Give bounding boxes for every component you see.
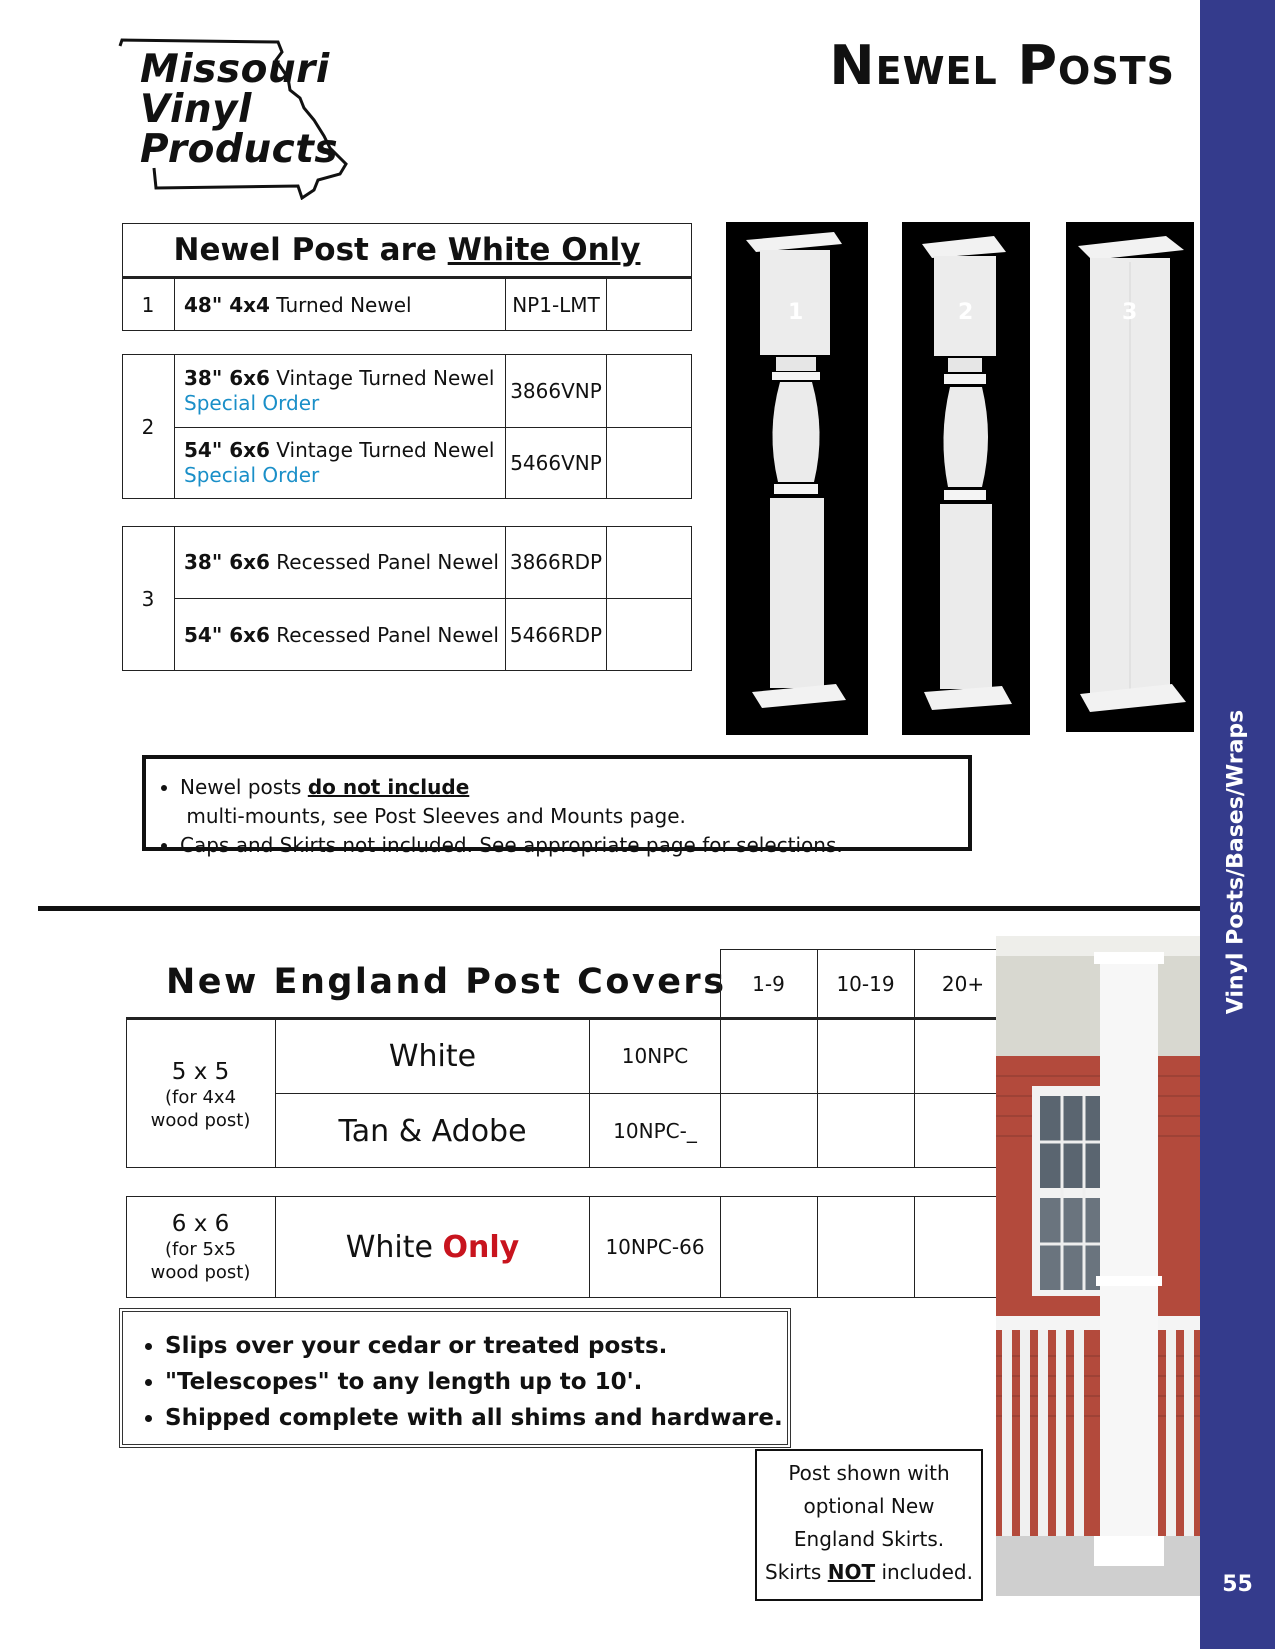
special-order-note: Special Order xyxy=(184,391,320,415)
sku: 10NPC xyxy=(621,1044,689,1068)
photo-vintage-newel xyxy=(902,222,1030,735)
photo-turned-newel xyxy=(726,222,868,735)
porch-post-photo xyxy=(996,936,1200,1596)
sku: 5466RDP xyxy=(509,623,603,647)
newel-table-heading xyxy=(122,223,692,277)
caption-line: optional New xyxy=(803,1494,935,1518)
sku: 10NPC-_ xyxy=(613,1119,697,1143)
special-order-note: Special Order xyxy=(184,463,320,487)
note-text: Newel posts xyxy=(180,775,308,799)
qty-header-10-19: 10-19 xyxy=(836,972,895,996)
logo-text xyxy=(140,47,339,172)
page-number: 55 xyxy=(1222,1572,1253,1597)
covers-note: • Slips over your cedar or treated posts. xyxy=(165,1328,787,1364)
post-size: 38" 6x6 xyxy=(184,366,270,390)
size-label: 5 x 5 xyxy=(171,1059,230,1085)
post-name: Turned Newel xyxy=(269,292,412,317)
divider xyxy=(720,1196,721,1298)
newel-note-2: • Caps and Skirts not included. See appropriate page for selections. xyxy=(180,831,968,860)
caption-line xyxy=(757,1556,981,1589)
covers-note: • "Telescopes" to any length up to 10'. xyxy=(165,1364,787,1400)
table-row xyxy=(184,278,504,331)
photo-label: 3 xyxy=(1122,300,1138,325)
table-row xyxy=(184,356,504,426)
table-row xyxy=(184,428,504,498)
size-cell xyxy=(126,1196,275,1298)
divider xyxy=(817,1196,818,1298)
only-emphasis: Only xyxy=(442,1229,520,1265)
post-name: Vintage Turned Newel xyxy=(269,366,495,390)
heading-white-only: White Only xyxy=(447,232,641,268)
post-size: 54" 6x6 xyxy=(184,438,270,462)
size-cell xyxy=(126,1058,275,1132)
newel-note-1 xyxy=(180,773,968,831)
color-label: White xyxy=(345,1229,443,1265)
post-name: Recessed Panel Newel xyxy=(269,550,499,574)
group-number: 2 xyxy=(141,414,155,439)
caption-text: included. xyxy=(875,1560,973,1584)
sku: NP1-LMT xyxy=(512,292,600,317)
recessed-panel-newel-post-image xyxy=(1066,222,1194,732)
divider xyxy=(174,278,175,331)
page-title: Newel Posts xyxy=(829,34,1175,97)
caption-line: England Skirts. xyxy=(793,1527,945,1551)
post-size: 54" 6x6 xyxy=(184,623,270,647)
note-emphasis: do not include xyxy=(307,775,470,799)
covers-notes-box xyxy=(119,1308,791,1448)
side-tab-label: Vinyl Posts/Bases/Wraps xyxy=(1223,709,1249,1015)
size-note: (for 5x5 xyxy=(164,1239,237,1260)
porch-post-image xyxy=(996,936,1200,1596)
color-white-only xyxy=(276,1196,589,1298)
post-size: 38" 6x6 xyxy=(184,550,270,574)
turned-newel-post-image xyxy=(726,222,868,735)
photo-recessed-panel-newel xyxy=(1066,222,1194,732)
photo-caption xyxy=(755,1449,983,1601)
covers-note: • Shipped complete with all shims and hardware. xyxy=(165,1400,787,1436)
table-row xyxy=(184,526,504,598)
photo-label: 1 xyxy=(788,300,804,325)
vintage-newel-post-image xyxy=(902,222,1030,735)
post-name: Vintage Turned Newel xyxy=(269,438,495,462)
caption-line: Post shown with xyxy=(788,1461,950,1485)
sku: 3866RDP xyxy=(509,550,603,574)
sku: 5466VNP xyxy=(510,451,602,475)
section-divider xyxy=(38,906,1200,911)
qty-header-1-9: 1-9 xyxy=(752,972,785,996)
sku: 10NPC-66 xyxy=(605,1235,705,1259)
logo-word-missouri: Missouri xyxy=(140,47,330,92)
logo-word-products: Products xyxy=(140,127,339,172)
group-number: 3 xyxy=(141,586,155,611)
color-white: White xyxy=(388,1038,477,1074)
caption-text: Skirts xyxy=(765,1560,828,1584)
caption-emphasis: NOT xyxy=(827,1560,876,1584)
logo-word-vinyl: Vinyl xyxy=(140,87,252,132)
size-note: wood post) xyxy=(150,1262,251,1283)
divider xyxy=(914,1196,915,1298)
table-row xyxy=(184,599,504,671)
divider xyxy=(606,278,607,331)
company-logo xyxy=(118,38,368,200)
size-note: wood post) xyxy=(150,1110,251,1131)
note-text: multi-mounts, see Post Sleeves and Mounts page. xyxy=(180,804,686,828)
color-tan-adobe: Tan & Adobe xyxy=(338,1113,527,1149)
size-note: (for 4x4 xyxy=(164,1087,237,1108)
size-label: 6 x 6 xyxy=(171,1211,230,1237)
heading-prefix: Newel Post are xyxy=(173,232,448,268)
newel-notes-box xyxy=(142,755,972,857)
group-number: 1 xyxy=(141,292,155,317)
qty-header-20-plus: 20+ xyxy=(941,972,985,996)
photo-label: 2 xyxy=(958,300,974,325)
post-name: Recessed Panel Newel xyxy=(269,623,499,647)
covers-heading: New England Post Covers xyxy=(166,962,727,1002)
sku: 3866VNP xyxy=(510,378,602,403)
post-size: 48" 4x4 xyxy=(184,292,270,317)
